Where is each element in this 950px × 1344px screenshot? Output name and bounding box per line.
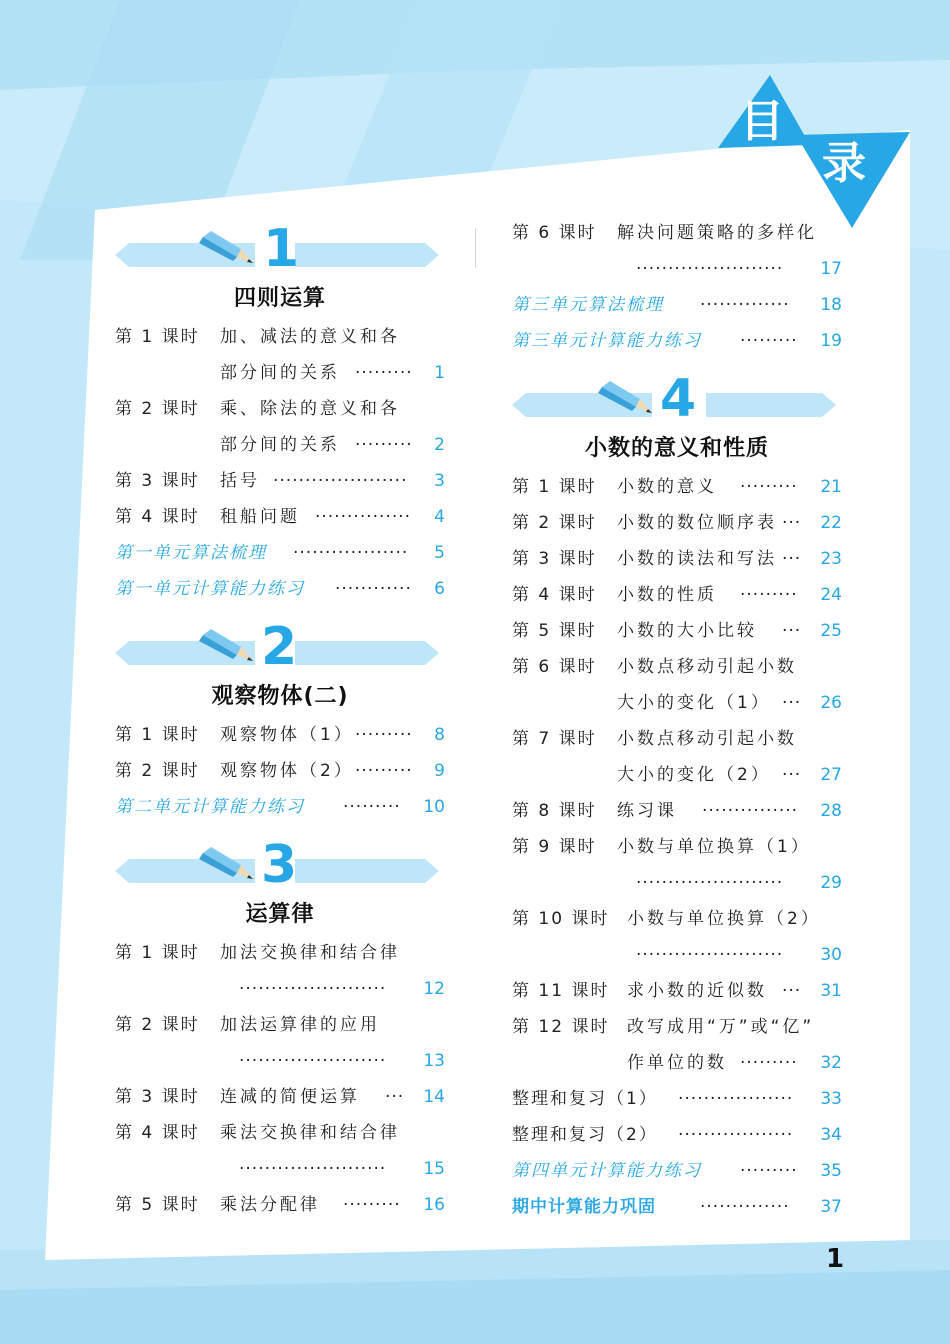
page-ref: 33 bbox=[820, 1089, 842, 1109]
toc-entry[interactable] bbox=[512, 1153, 842, 1189]
lesson-title: 括号 bbox=[220, 471, 260, 491]
review-title: 整理和复习（2） bbox=[512, 1125, 658, 1145]
leader-dots: ········· bbox=[740, 1161, 798, 1181]
toc-entry[interactable] bbox=[512, 613, 842, 649]
page-number: 1 bbox=[826, 1244, 845, 1274]
lesson-label: 第 8 课时 bbox=[512, 801, 597, 821]
lesson-title: 观察物体（1） bbox=[220, 725, 354, 745]
lesson-label: 第 9 课时 bbox=[512, 837, 597, 857]
leader-dots: ··· bbox=[385, 1087, 405, 1107]
toc-entry[interactable] bbox=[115, 1187, 445, 1223]
lesson-title: 乘法分配律 bbox=[220, 1195, 320, 1215]
toc-entry[interactable] bbox=[512, 793, 842, 829]
leader-dots: ··· bbox=[782, 981, 802, 1001]
lesson-label: 第 3 课时 bbox=[115, 1087, 200, 1107]
toc-entry[interactable] bbox=[115, 717, 445, 753]
lesson-title: 小数与单位换算（1） bbox=[617, 837, 811, 857]
unit-2-header bbox=[115, 619, 445, 679]
leader-dots: ········· bbox=[355, 761, 413, 781]
lesson-title: 小数的性质 bbox=[617, 585, 717, 605]
page-ref: 26 bbox=[820, 693, 842, 713]
page-ref: 1 bbox=[434, 363, 445, 383]
toc-entry[interactable] bbox=[512, 901, 842, 937]
page-ref: 2 bbox=[434, 435, 445, 455]
leader-dots: ········· bbox=[740, 477, 798, 497]
pencil-icon bbox=[598, 379, 654, 419]
page-ref: 28 bbox=[820, 801, 842, 821]
special-title: 期中计算能力巩固 bbox=[512, 1197, 656, 1217]
toc-entry[interactable] bbox=[512, 1009, 842, 1045]
toc-entry[interactable] bbox=[115, 391, 445, 427]
page-ref: 10 bbox=[423, 797, 445, 817]
lesson-title: 小数的大小比较 bbox=[617, 621, 757, 641]
column-divider bbox=[475, 228, 476, 268]
lesson-label: 第 2 课时 bbox=[115, 761, 200, 781]
special-title: 第一单元计算能力练习 bbox=[115, 579, 305, 599]
leader-dots: ········· bbox=[343, 797, 401, 817]
lesson-title: 改写成用“万”或“亿” bbox=[627, 1017, 815, 1037]
page-ref: 24 bbox=[820, 585, 842, 605]
page-ref: 6 bbox=[434, 579, 445, 599]
page-ref: 5 bbox=[434, 543, 445, 563]
leader-dots: ··· bbox=[782, 765, 802, 785]
page-ref: 19 bbox=[820, 331, 842, 351]
toc-entry[interactable] bbox=[512, 1189, 842, 1225]
lesson-label: 第 10 课时 bbox=[512, 909, 610, 929]
review-title: 整理和复习（1） bbox=[512, 1089, 658, 1109]
toc-entry[interactable] bbox=[115, 571, 445, 607]
leader-dots: ······················· bbox=[239, 1051, 387, 1071]
page-ref: 32 bbox=[820, 1053, 842, 1073]
lesson-title: 观察物体（2） bbox=[220, 761, 354, 781]
leader-dots: ··· bbox=[782, 693, 802, 713]
toc-entry[interactable] bbox=[512, 757, 842, 793]
lesson-title: 求小数的近似数 bbox=[627, 981, 767, 1001]
toc-entry[interactable] bbox=[115, 753, 445, 789]
leader-dots: ··· bbox=[782, 621, 802, 641]
lesson-label: 第 1 课时 bbox=[512, 477, 597, 497]
pencil-icon bbox=[199, 627, 255, 667]
leader-dots: ········· bbox=[740, 331, 798, 351]
page-ref: 9 bbox=[434, 761, 445, 781]
toc-left-column bbox=[115, 215, 445, 1223]
page-ref: 17 bbox=[820, 259, 842, 279]
leader-dots: ·················· bbox=[678, 1125, 794, 1145]
toc-entry[interactable] bbox=[512, 721, 842, 757]
page-ref: 30 bbox=[820, 945, 842, 965]
toc-entry[interactable] bbox=[115, 1151, 445, 1187]
title-char-1: 目 bbox=[740, 96, 784, 147]
lesson-label: 第 6 课时 bbox=[512, 657, 597, 677]
toc-entry[interactable] bbox=[512, 685, 842, 721]
page-ref: 12 bbox=[423, 979, 445, 999]
lesson-label: 第 12 课时 bbox=[512, 1017, 610, 1037]
lesson-title-cont: 大小的变化（2） bbox=[617, 765, 771, 785]
toc-entry[interactable] bbox=[115, 1043, 445, 1079]
lesson-title: 小数的数位顺序表 bbox=[617, 513, 777, 533]
toc-entry[interactable] bbox=[115, 319, 445, 355]
lesson-title: 小数的读法和写法 bbox=[617, 549, 777, 569]
unit-4-header bbox=[512, 371, 842, 431]
leader-dots: ··· bbox=[782, 513, 802, 533]
lesson-title-cont: 大小的变化（1） bbox=[617, 693, 771, 713]
leader-dots: ····················· bbox=[273, 471, 408, 491]
leader-dots: ······················· bbox=[239, 979, 387, 999]
page-ref: 3 bbox=[434, 471, 445, 491]
lesson-label: 第 2 课时 bbox=[115, 1015, 200, 1035]
toc-entry[interactable] bbox=[115, 499, 445, 535]
leader-dots: ··············· bbox=[702, 801, 799, 821]
leader-dots: ······················· bbox=[636, 259, 784, 279]
unit-title: 四则运算 bbox=[233, 286, 326, 311]
toc-entry[interactable] bbox=[115, 535, 445, 571]
special-title: 第三单元计算能力练习 bbox=[512, 331, 702, 351]
leader-dots: ········· bbox=[355, 435, 413, 455]
unit-1-header bbox=[115, 221, 445, 281]
lesson-label: 第 3 课时 bbox=[512, 549, 597, 569]
lesson-label: 第 2 课时 bbox=[512, 513, 597, 533]
lesson-title: 加法运算律的应用 bbox=[220, 1015, 380, 1035]
unit-number: 3 bbox=[261, 835, 298, 895]
toc-entry[interactable] bbox=[512, 323, 842, 359]
lesson-label: 第 5 课时 bbox=[512, 621, 597, 641]
lesson-title: 解决问题策略的多样化 bbox=[617, 223, 817, 243]
toc-entry[interactable] bbox=[512, 937, 842, 973]
leader-dots: ······················· bbox=[636, 873, 784, 893]
pencil-icon bbox=[199, 845, 255, 885]
lesson-title: 练习课 bbox=[617, 801, 677, 821]
unit-number: 4 bbox=[660, 369, 697, 429]
lesson-label: 第 4 课时 bbox=[512, 585, 597, 605]
page-ref: 27 bbox=[820, 765, 842, 785]
lesson-label: 第 5 课时 bbox=[115, 1195, 200, 1215]
lesson-title: 小数点移动引起小数 bbox=[617, 657, 797, 677]
page-ref: 35 bbox=[820, 1161, 842, 1181]
lesson-label: 第 3 课时 bbox=[115, 471, 200, 491]
page-ref: 18 bbox=[820, 295, 842, 315]
page-ref: 37 bbox=[820, 1197, 842, 1217]
toc-entry[interactable] bbox=[512, 287, 842, 323]
toc-entry[interactable] bbox=[512, 1081, 842, 1117]
page-ref: 29 bbox=[820, 873, 842, 893]
toc-entry[interactable] bbox=[512, 541, 842, 577]
special-title: 第一单元算法梳理 bbox=[115, 543, 267, 563]
special-title: 第二单元计算能力练习 bbox=[115, 797, 305, 817]
page-ref: 21 bbox=[820, 477, 842, 497]
toc-entry[interactable] bbox=[115, 971, 445, 1007]
lesson-label: 第 7 课时 bbox=[512, 729, 597, 749]
toc-entry[interactable] bbox=[512, 469, 842, 505]
toc-entry[interactable] bbox=[512, 577, 842, 613]
toc-entry[interactable] bbox=[115, 1115, 445, 1151]
lesson-label: 第 1 课时 bbox=[115, 725, 200, 745]
toc-entry[interactable] bbox=[512, 829, 842, 865]
leader-dots: ············ bbox=[335, 579, 412, 599]
lesson-title: 乘法交换律和结合律 bbox=[220, 1123, 400, 1143]
leader-dots: ·················· bbox=[293, 543, 409, 563]
leader-dots: ········· bbox=[343, 1195, 401, 1215]
toc-entry[interactable] bbox=[115, 1007, 445, 1043]
toc-entry[interactable] bbox=[512, 505, 842, 541]
lesson-label: 第 1 课时 bbox=[115, 327, 200, 347]
toc-right-column bbox=[512, 215, 842, 1225]
toc-entry[interactable] bbox=[115, 789, 445, 825]
leader-dots: ·············· bbox=[700, 295, 790, 315]
page-ref: 13 bbox=[423, 1051, 445, 1071]
page-ref: 25 bbox=[820, 621, 842, 641]
leader-dots: ······················· bbox=[636, 945, 784, 965]
unit-title: 运算律 bbox=[245, 902, 315, 927]
lesson-title: 加、减法的意义和各 bbox=[220, 327, 400, 347]
page-ref: 4 bbox=[434, 507, 445, 527]
lesson-title: 小数的意义 bbox=[617, 477, 717, 497]
page-ref: 15 bbox=[423, 1159, 445, 1179]
lesson-label: 第 4 课时 bbox=[115, 1123, 200, 1143]
lesson-label: 第 11 课时 bbox=[512, 981, 610, 1001]
lesson-title-cont: 部分间的关系 bbox=[220, 435, 340, 455]
lesson-title-cont: 部分间的关系 bbox=[220, 363, 340, 383]
special-title: 第三单元算法梳理 bbox=[512, 295, 664, 315]
unit-title: 小数的意义和性质 bbox=[584, 436, 769, 461]
leader-dots: ··············· bbox=[315, 507, 412, 527]
page-ref: 14 bbox=[423, 1087, 445, 1107]
lesson-label: 第 4 课时 bbox=[115, 507, 200, 527]
lesson-title: 加法交换律和结合律 bbox=[220, 943, 400, 963]
page-ref: 8 bbox=[434, 725, 445, 745]
leader-dots: ·············· bbox=[700, 1197, 790, 1217]
lesson-title-cont: 作单位的数 bbox=[627, 1053, 727, 1073]
page-ref: 22 bbox=[820, 513, 842, 533]
leader-dots: ········· bbox=[740, 1053, 798, 1073]
page-ref: 16 bbox=[423, 1195, 445, 1215]
unit-number: 2 bbox=[261, 617, 298, 677]
page-ref: 31 bbox=[820, 981, 842, 1001]
toc-entry[interactable] bbox=[115, 355, 445, 391]
pencil-icon bbox=[199, 229, 255, 269]
toc-entry[interactable] bbox=[115, 1079, 445, 1115]
unit-number: 1 bbox=[263, 219, 300, 279]
title-char-2: 录 bbox=[822, 138, 866, 189]
leader-dots: ········· bbox=[355, 363, 413, 383]
leader-dots: ········· bbox=[355, 725, 413, 745]
special-title: 第四单元计算能力练习 bbox=[512, 1161, 702, 1181]
toc-entry[interactable] bbox=[512, 973, 842, 1009]
toc-entry[interactable] bbox=[512, 1117, 842, 1153]
toc-entry[interactable] bbox=[512, 865, 842, 901]
lesson-label: 第 6 课时 bbox=[512, 223, 597, 243]
toc-entry[interactable] bbox=[512, 215, 842, 251]
lesson-title: 小数点移动引起小数 bbox=[617, 729, 797, 749]
toc-entry[interactable] bbox=[512, 649, 842, 685]
lesson-title: 乘、除法的意义和各 bbox=[220, 399, 400, 419]
lesson-label: 第 2 课时 bbox=[115, 399, 200, 419]
page-ref: 23 bbox=[820, 549, 842, 569]
toc-entry[interactable] bbox=[115, 463, 445, 499]
lesson-title: 连减的简便运算 bbox=[220, 1087, 360, 1107]
lesson-title: 租船问题 bbox=[220, 507, 300, 527]
leader-dots: ········· bbox=[740, 585, 798, 605]
lesson-label: 第 1 课时 bbox=[115, 943, 200, 963]
leader-dots: ·················· bbox=[678, 1089, 794, 1109]
toc-entry[interactable] bbox=[115, 935, 445, 971]
unit-title: 观察物体(二) bbox=[211, 684, 349, 709]
toc-entry[interactable] bbox=[512, 251, 842, 287]
unit-3-header bbox=[115, 837, 445, 897]
toc-entry[interactable] bbox=[512, 1045, 842, 1081]
page-ref: 34 bbox=[820, 1125, 842, 1145]
leader-dots: ··· bbox=[782, 549, 802, 569]
leader-dots: ······················· bbox=[239, 1159, 387, 1179]
lesson-title: 小数与单位换算（2） bbox=[627, 909, 821, 929]
toc-entry[interactable] bbox=[115, 427, 445, 463]
